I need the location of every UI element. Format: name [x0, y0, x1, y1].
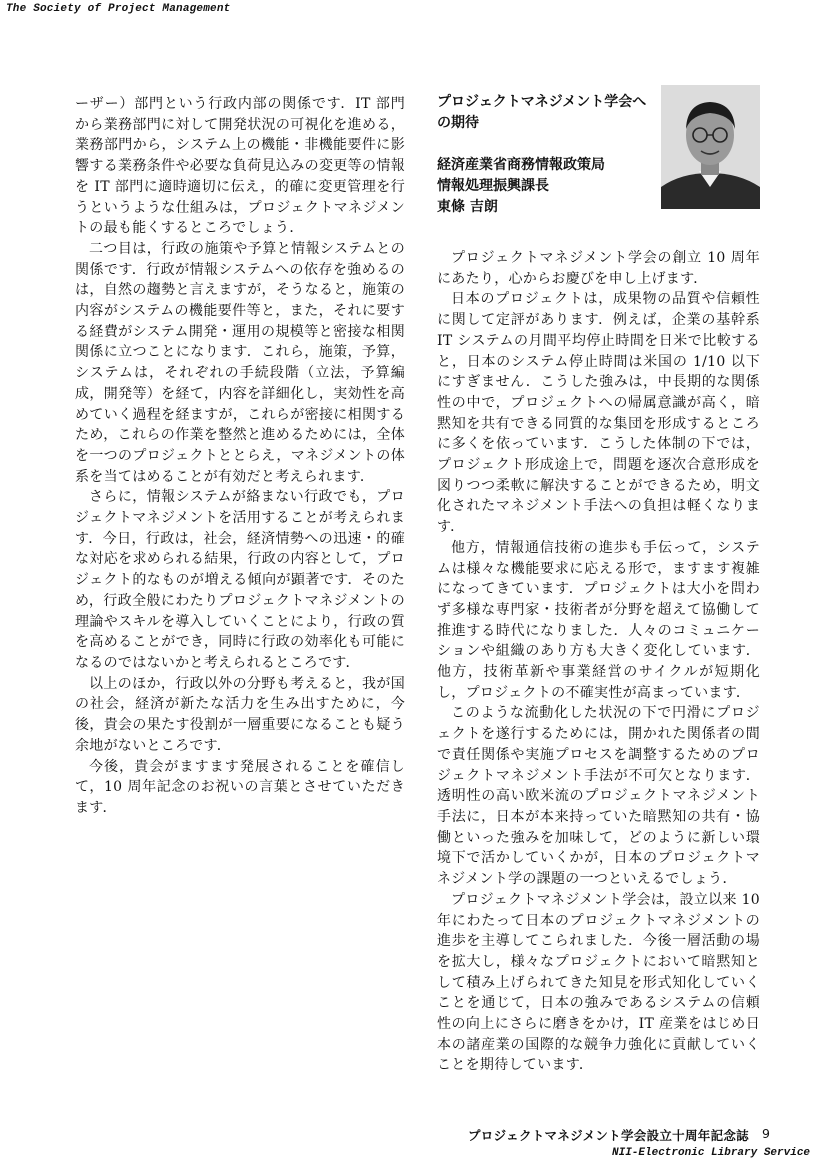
right-paragraph-4: このような流動化した状況の下で円滑にプロジェクトを遂行するためには，開かれた関係者の間で責任関係や実施プロセスを調整するためのプロジェクトマネジメント手法が不可欠となります．透明性の高い欧米流のプロジェクトマネジメント手法に，日本が本来持っていた暗黙知の共有・協働といった強みを加味して，どのように新しい環境下で活かしていくかが，日本のプロジェクトマネジメント学の課題の一つといえるでしょう． [437, 705, 760, 888]
journal-title-footer: プロジェクトマネジメント学会設立十周年記念誌 [468, 1128, 749, 1143]
author-name: 東條 吉朗 [437, 199, 498, 215]
left-paragraph-1: ーザー）部門という行政内部の関係です．IT 部門から業務部門に対して開発状況の可視化を進める，業務部門から，システム上の機能・非機能要件に影響する業務条件や必要な負荷見込みの変更等の情報を IT 部門に適時適切に伝え，的確に変更管理を行うというような仕組みは，プロジェクトマネジメントの最も能くするところでしょう． [75, 96, 405, 237]
left-column [75, 94, 405, 819]
left-paragraph-5: 今後，貴会がますます発展されることを確信して，10 周年記念のお祝いの言葉とさせていただきます． [75, 758, 405, 816]
left-paragraph-3: さらに，情報システムが絡まない行政でも，プロジェクトマネジメントを活用することが考えられます．今日，行政は，社会，経済情勢への迅速・的確な対応を求められる結果，行政の内容として，プロジェクト的なものが増える傾向が顕著です．そのため，行政全般にわたりプロジェクトマネジメントの理論やスキルを導入していくことにより，行政の質を高めることができ，同時に行政の効率化も可能になるのではないかと考えられるところです． [75, 489, 405, 671]
author-photo [661, 85, 760, 209]
right-paragraph-3: 他方，情報通信技術の進歩も手伝って，システムは様々な機能要求に応える形で，ますます複雑になってきています．プロジェクトは大小を問わず多様な専門家・技術者が分野を超えて協働して推進する時代になりました．人々のコミュニケーションや組織のあり方も大きく変化しています．他方，技術革新や事業経営のサイクルが短期化し，プロジェクトの不確実性が高まっています． [437, 539, 760, 701]
nii-service-footer: NII-Electronic Library Service [612, 1147, 811, 1159]
author-affiliation-1: 経済産業省商務情報政策局 [437, 157, 605, 173]
right-paragraph-2: 日本のプロジェクトは，成果物の品質や信頼性に関して定評があります．例えば，企業の基幹系 IT システムの月間平均停止時間を日米で比較すると，日本のシステム停止時間は米国の 1/10 以下にすぎません．こうした強みは，中長期的な関係性の中で，プロジェクトへの帰属意識が高く，暗黙知を共有できる同質的な集団を形成するところに多くを依っています．こうした体制の下では，プロジェクト形成途上で，問題を逐次合意形成を図りつつ柔軟に解決することができるため，明文化されたマネジメント手法への負担は軽くなります． [437, 291, 760, 536]
society-header: The Society of Project Management [6, 3, 231, 15]
author-portrait-image [661, 85, 760, 209]
left-paragraph-2: 二つ目は，行政の施策や予算と情報システムとの関係です．行政が情報システムへの依存を強めるのは，自然の趨勢と言えますが，そうなると，施策の内容がシステムの機能要件等と，また，それに要する経費がシステム開発・運用の規模等と密接な相関関係に立つことになります．これら，施策，予算，システムは，それぞれの手続段階（立法，予算編成，開発等）を経て，内容を詳細化し，実効性を高めていく過程を経ますが，これらが密接に相関するため，これらの作業を整然と進めるためには，全体を一つのプロジェクトととらえ，マネジメントの体系を当てはめることが有効だと考えられます． [75, 240, 405, 485]
article-header [437, 92, 657, 218]
article-title: プロジェクトマネジメント学会への期待 [437, 94, 647, 131]
page-number: 9 [762, 1126, 770, 1141]
right-column [437, 248, 760, 1076]
left-paragraph-4: 以上のほか，行政以外の分野も考えると，我が国の社会，経済が新たな活力を生み出すために，今後，貴会の果たす役割が一層重要になることも疑う余地がないところです． [75, 675, 405, 754]
right-paragraph-5: プロジェクトマネジメント学会は，設立以来 10 年にわたって日本のプロジェクトマネジメントの進歩を主導してこられました．今後一層活動の場を拡大し，様々なプロジェクトにおいて暗黙知として積み上げられてきた知見を形式知化していくことを通じて，日本の強みであるシステムの信頼性の向上にさらに磨きをかけ，IT 産業をはじめ日本の諸産業の国際的な競争力強化に貢献していくことを期待しています． [437, 891, 760, 1074]
right-paragraph-1: プロジェクトマネジメント学会の創立 10 周年にあたり，心からお慶びを申し上げます． [437, 250, 760, 287]
author-affiliation-2: 情報処理振興課長 [437, 178, 549, 194]
